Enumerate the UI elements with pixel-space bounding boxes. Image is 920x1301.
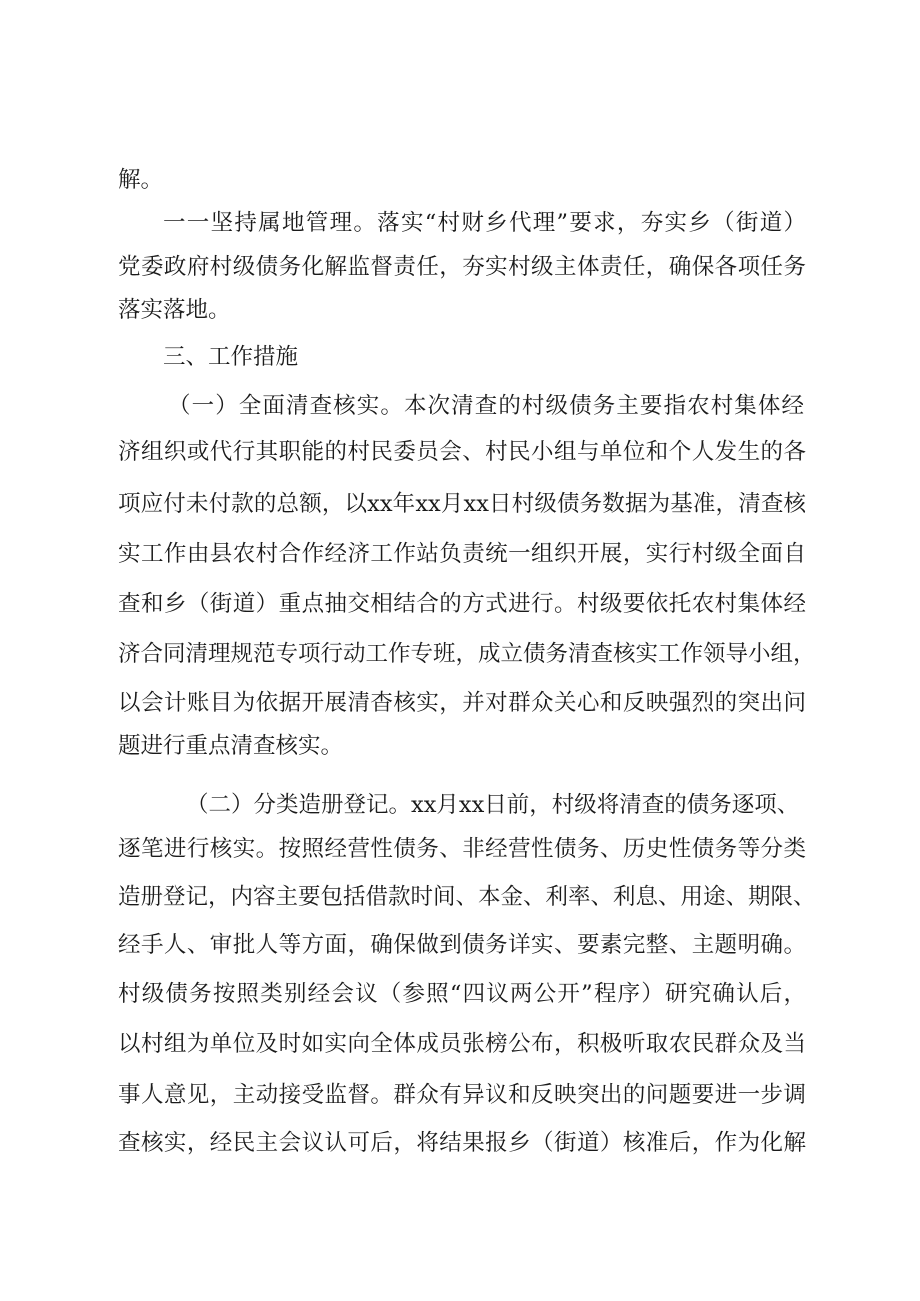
line-text: （一）全面清查核实。本次清查的村级债务主要指农村集体经 bbox=[168, 393, 804, 419]
text-line bbox=[0, 723, 920, 769]
line-text: 查和乡（街道）重点抽交相结合的方式进行。村级要依托农村集体经 bbox=[118, 591, 806, 617]
text-line bbox=[0, 481, 920, 527]
text-line bbox=[0, 1072, 920, 1118]
text-line bbox=[0, 200, 920, 246]
text-line bbox=[0, 531, 920, 577]
line-text: （二）分类造册登记。xx月xx日前，村级将清查的债务逐项、 bbox=[186, 792, 800, 818]
text-line bbox=[0, 157, 920, 203]
line-text: 济组织或代行其职能的村民委员会、村民小组与单位和个人发生的各 bbox=[118, 439, 806, 465]
text-line bbox=[0, 1120, 920, 1166]
text-line bbox=[0, 429, 920, 475]
text-line bbox=[0, 1021, 920, 1067]
line-text: 济合同清理规范专项行动工作专班，成立债务清查核实工作领导小组， bbox=[118, 641, 816, 667]
text-line bbox=[0, 971, 920, 1017]
text-line bbox=[0, 581, 920, 627]
line-text: 题进行重点清查核实。 bbox=[118, 733, 344, 759]
line-text: 逐笔进行核实。按照经营性债务、非经营性债务、历史性债务等分类 bbox=[118, 836, 806, 862]
line-text: 事人意见，主动接受监督。群众有异议和反映突出的问题要进一步调 bbox=[118, 1082, 806, 1108]
line-text: 三、工作措施 bbox=[163, 344, 299, 370]
line-text: 造册登记，内容主要包括借款时间、本金、利率、利息、用途、期限、 bbox=[118, 884, 816, 910]
text-line bbox=[0, 782, 920, 828]
text-line bbox=[0, 922, 920, 968]
text-line bbox=[0, 826, 920, 872]
line-text: 一一坚持属地管理。落实“村财乡代理”要求，夯实乡（街道） bbox=[163, 210, 806, 236]
text-line bbox=[0, 287, 920, 333]
text-line bbox=[0, 244, 920, 290]
line-text: 解。 bbox=[118, 167, 164, 193]
line-text: 实工作由县农村合作经济工作站负责统一组织开展，实行村级全面自 bbox=[118, 541, 806, 567]
line-text: 项应付未付款的总额，以xx年xx月xx日村级债务数据为基准，清查核 bbox=[118, 491, 806, 517]
line-text: 经手人、审批人等方面，确保做到债务详实、要素完整、主题明确。 bbox=[118, 932, 806, 958]
line-text: 查核实，经民主会议认可后，将结果报乡（街道）核准后，作为化解 bbox=[118, 1130, 806, 1156]
line-text: 党委政府村级债务化解监督责任，夯实村级主体责任，确保各项任务 bbox=[118, 254, 806, 280]
line-text: 落实落地。 bbox=[118, 297, 231, 323]
section-heading bbox=[0, 334, 920, 380]
line-text: 以村组为单位及时如实向全体成员张榜公布，积极听取农民群众及当 bbox=[118, 1031, 806, 1057]
line-text: 村级债务按照类别经会议（参照“四议两公开”程序）研究确认后， bbox=[118, 981, 806, 1007]
text-line bbox=[0, 631, 920, 677]
text-line bbox=[0, 680, 920, 726]
text-line bbox=[0, 874, 920, 920]
text-line bbox=[0, 383, 920, 429]
line-text: 以会计账目为依据开展清杳核实，并对群众关心和反映强烈的突出问 bbox=[118, 690, 806, 716]
